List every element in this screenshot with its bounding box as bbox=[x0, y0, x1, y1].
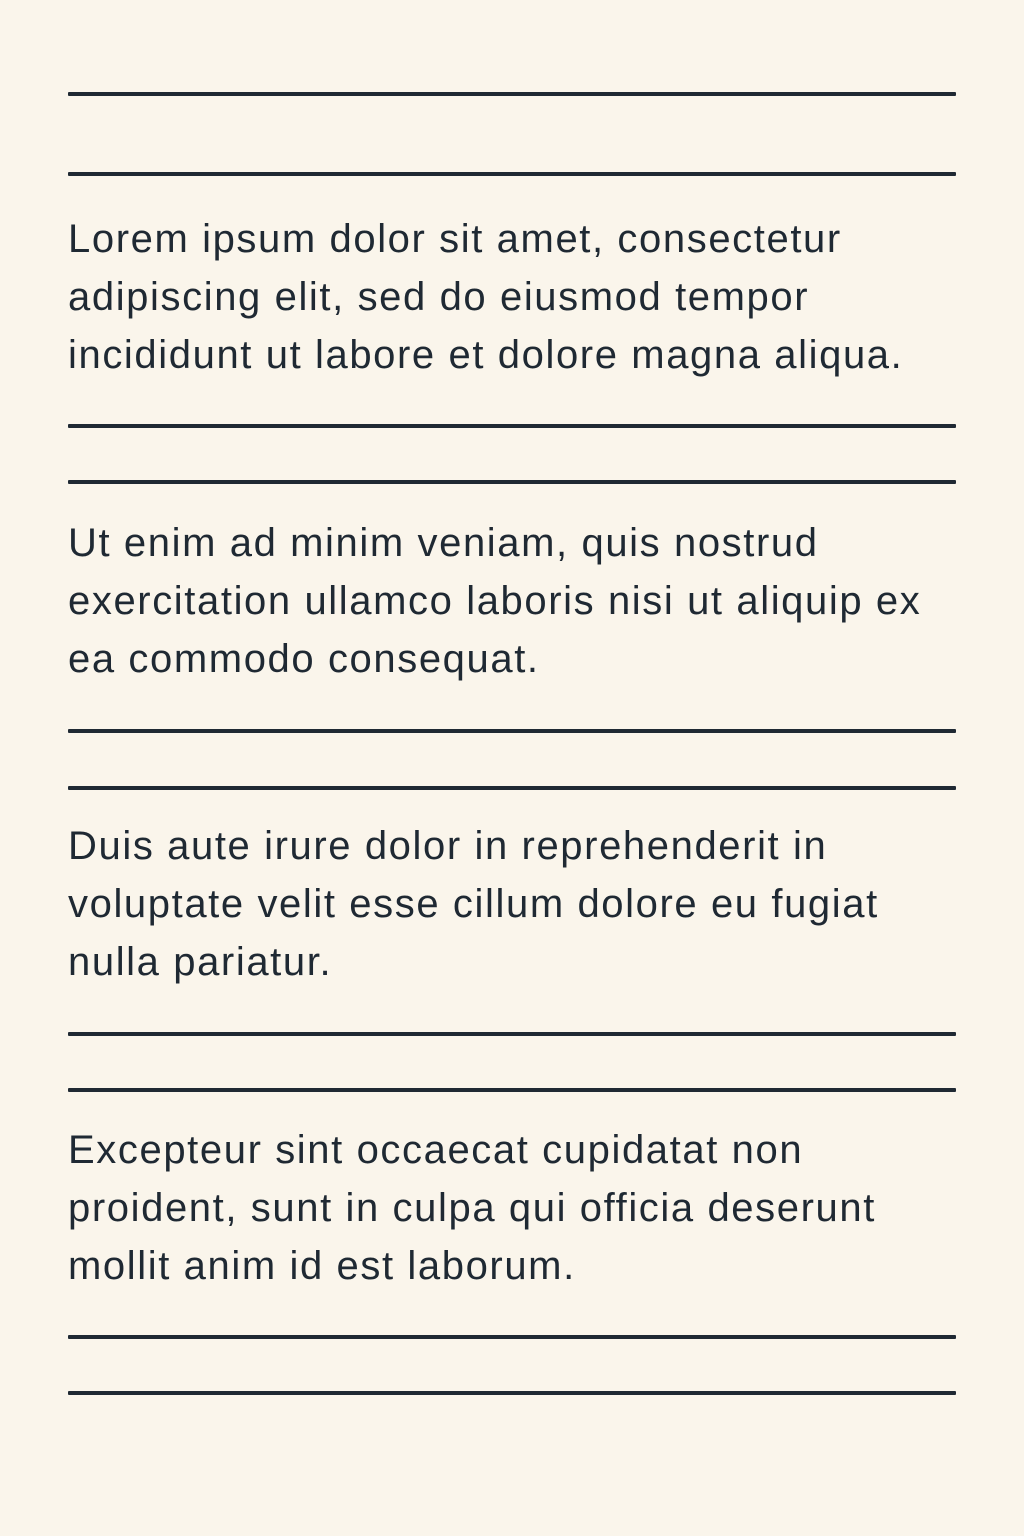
horizontal-rule-8 bbox=[68, 1088, 956, 1092]
paragraph-excepteur: Excepteur sint occaecat cupidatat non proident, sunt in culpa qui officia deserunt mollit anim id est laborum. bbox=[68, 1128, 876, 1288]
horizontal-rule-7 bbox=[68, 1032, 956, 1036]
paragraph-duis-aute: Duis aute irure dolor in reprehenderit in voluptate velit esse cillum dolore eu fugiat nulla pariatur. bbox=[68, 824, 879, 984]
horizontal-rule-2 bbox=[68, 172, 956, 176]
horizontal-rule-1 bbox=[68, 92, 956, 96]
horizontal-rule-5 bbox=[68, 729, 956, 733]
horizontal-rule-3 bbox=[68, 424, 956, 428]
horizontal-rule-9 bbox=[68, 1335, 956, 1339]
horizontal-rule-6 bbox=[68, 786, 956, 790]
horizontal-rule-4 bbox=[68, 480, 956, 484]
paragraph-ut-enim: Ut enim ad minim veniam, quis nostrud exercitation ullamco laboris nisi ut aliquip ex ea commodo consequat. bbox=[68, 521, 922, 681]
paragraph-lorem: Lorem ipsum dolor sit amet, consectetur adipiscing elit, sed do eiusmod tempor incididunt ut labore et dolore magna aliqua. bbox=[68, 217, 904, 377]
horizontal-rule-10 bbox=[68, 1391, 956, 1395]
